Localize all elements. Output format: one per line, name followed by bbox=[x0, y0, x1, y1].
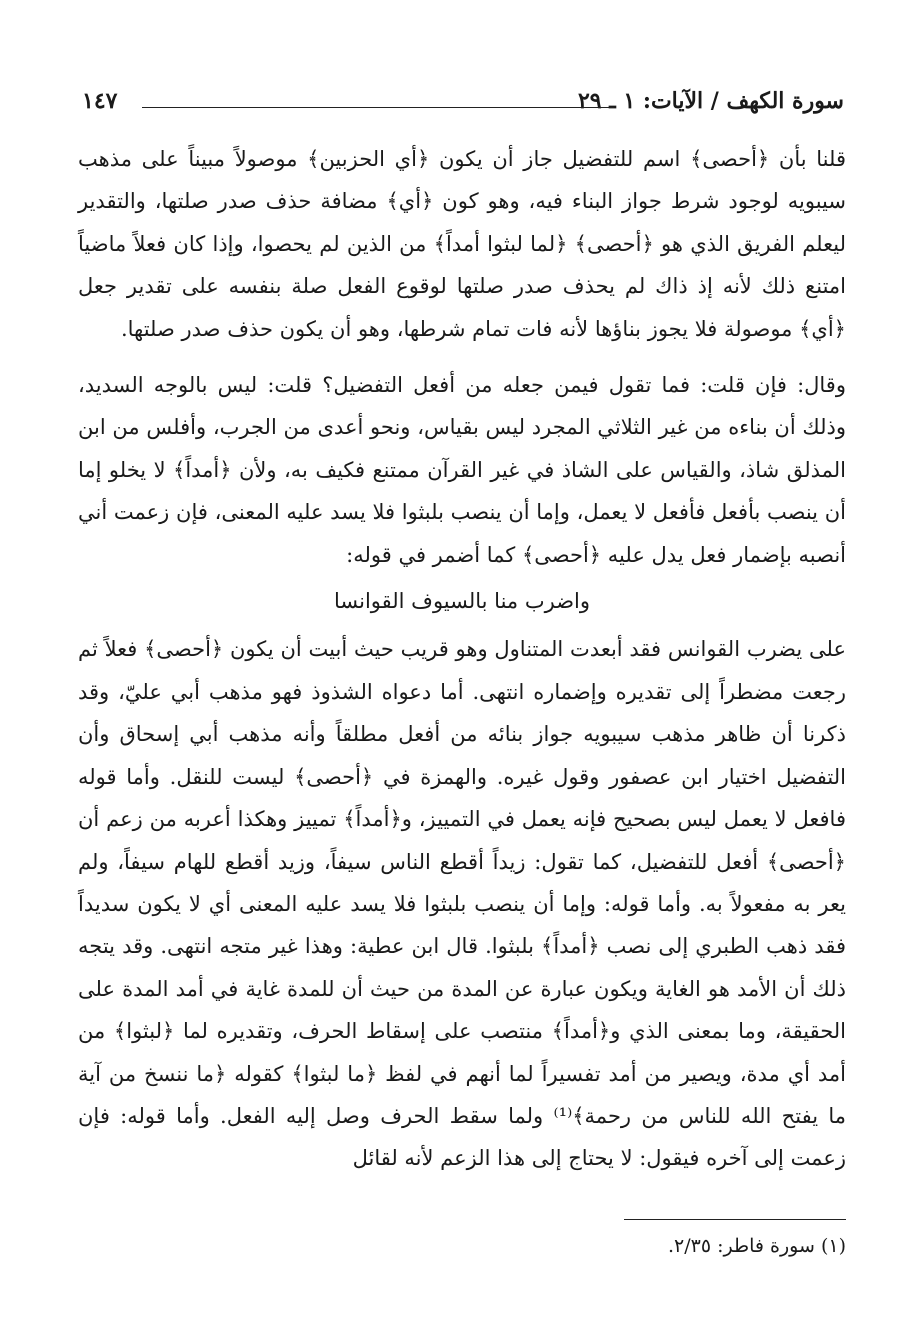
header-rule bbox=[142, 107, 614, 108]
main-text bbox=[78, 138, 846, 1180]
footnote: (١) سورة فاطر: ٢/٣٥. bbox=[668, 1235, 846, 1257]
poetry-verse: واضرب منا بالسيوف القوانسا bbox=[333, 589, 591, 614]
running-header bbox=[82, 88, 844, 122]
page-number: ١٤٧ bbox=[82, 88, 118, 114]
paragraph-spacer bbox=[78, 350, 846, 364]
paragraph-3: على يضرب القوانس فقد أبعدت المتناول وهو قريب حيث أبيت أن يكون ﴿أحصى﴾ فعلاً ثم رجعت مضطراً إلى تقديره وإضماره انتهى. أما دعواه الشذوذ فهو مذهب أبي عليّ، وقد ذكرنا أن ظاهر مذهب سيبويه جواز بنائه من أفعل مطلقاً وأنه مذهب أبي إسحاق وأن التفضيل اختيار ابن عصفور وقول غيره. والهمزة في ﴿أحصى﴾ ليست للنقل. وأما قوله فافعل لا يعمل ليس بصحيح فإنه يعمل في التمييز، و﴿أمداً﴾ تمييز وهكذا أعربه من زعم أن ﴿أحصى﴾ أفعل للتفضيل، كما تقول: زيداً أقطع الناس سيفاً، وزيد أقطع للهام سيفاً، ولم يعر به مفعولاً به. وأما قوله: وإما أن ينصب بلبثوا فلا يسد عليه المعنى أي لا يكون سديداً فقد ذهب الطبري إلى نصب ﴿أمداً﴾ بلبثوا. قال ابن عطية: وهذا غير متجه انتهى. وقد يتجه ذلك أن الأمد هو الغاية ويكون عبارة عن المدة من حيث أن للمدة غاية في أمد المدة على الحقيقة، وما بمعنى الذي و﴿أمداً﴾ منتصب على إسقاط الحرف، وتقديره لما ﴿لبثوا﴾ من أمد أي مدة، ويصير من أمد تفسيراً لما أنهم في لفظ ﴿ما لبثوا﴾ كقوله ﴿ما ننسخ من آية ما يفتح الله للناس من رحمة﴾⁽¹⁾ ولما سقط الحرف وصل إليه الفعل. وأما قوله: فإن زعمت إلى آخره فيقول: لا يحتاج إلى هذا الزعم لأنه لقائل bbox=[78, 637, 846, 1171]
surah-heading: سورة الكهف / الآيات: ١ ـ ٢٩ bbox=[577, 88, 844, 114]
footnote-rule bbox=[624, 1219, 846, 1220]
paragraph-1: قلنا بأن ﴿أحصى﴾ اسم للتفضيل جاز أن يكون ﴿أي الحزبين﴾ موصولاً مبيناً على مذهب سيبويه لوجود شرط جواز البناء فيه، وهو كون ﴿أي﴾ مضافة حذف صدر صلتها، والتقدير ليعلم الفريق الذي هو ﴿أحصى﴾ ﴿لما لبثوا أمداً﴾ من الذين لم يحصوا، وإذا كان فعلاً ماضياً امتنع ذلك لأنه إذ ذاك لم يحذف صدر صلتها لوقوع الفعل صلة بنفسه على تقدير جعل ﴿أي﴾ موصولة فلا يجوز بناؤها لأنه فات تمام شرطها، وهو أن يكون حذف صدر صلتها. bbox=[78, 147, 846, 341]
paragraph-2: وقال: فإن قلت: فما تقول فيمن جعله من أفعل التفضيل؟ قلت: ليس بالوجه السديد، وذلك أن بناءه من غير الثلاثي المجرد ليس بقياس، ونحو أعدى من الجرب، وأفلس من ابن المذلق شاذ، والقياس على الشاذ في غير القرآن ممتنع فكيف به، ولأن ﴿أمداً﴾ لا يخلو إما أن ينصب بأفعل فأفعل لا يعمل، وإما أن ينصب بلبثوا فلا يسد عليه المعنى، فإن زعمت أني أنصبه بإضمار فعل يدل عليه ﴿أحصى﴾ كما أضمر في قوله: bbox=[78, 373, 846, 567]
